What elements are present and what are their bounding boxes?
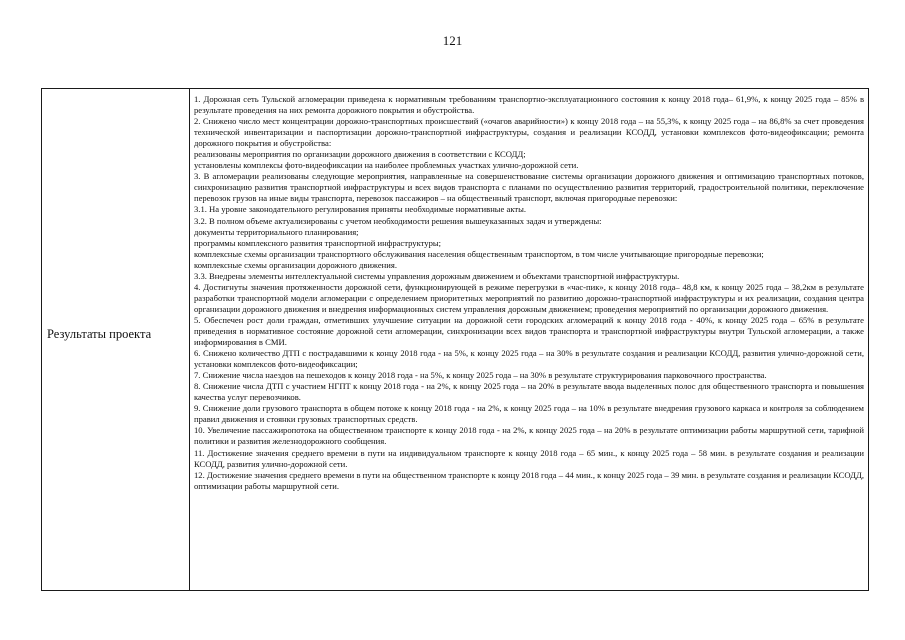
- result-paragraph: 2. Снижено число мест концентрации дорожно-транспортных происшествий («очагов аварийности») к концу 2018 года – на 55,3%, к концу 2025 года – на 86,8% за счет проведения технической инвентаризации и паспортизации дорожно-транспортной инфраструктуры, создания и реализации КСОДД, установки комплексов фото-видеофиксации; ремонта дорожного покрытия и обустройства:: [194, 116, 864, 149]
- result-paragraph: 3.3. Внедрены элементы интеллектуальной системы управления дорожным движением и объектами транспортной инфраструктуры.: [194, 270, 680, 281]
- results-table: [41, 88, 869, 591]
- result-paragraph: 3.2. В полном объеме актуализированы с учетом необходимости решения вышеуказанных задач и утверждены:: [194, 215, 602, 226]
- table-content-cell: [190, 89, 868, 590]
- result-paragraph: комплексные схемы организации транспортного обслуживания населения общественным транспортом, в том числе учитывающие пригородные перевозки;: [194, 248, 764, 259]
- result-paragraph: 5. Обеспечен рост доли граждан, отметивших улучшение ситуации на дорожной сети городских агломераций к концу 2018 года - 40%, к концу 2025 года – 65% в результате приведения в нормативное состояние дорожной сети агломерации, синхронизации всех видов транспорта и транспортной инфраструктуры внутри Тульской агломерации, а также информирования в СМИ.: [194, 314, 864, 348]
- result-paragraph: 7. Снижение числа наездов на пешеходов к концу 2018 года - на 5%, к концу 2025 года – на 30% в результате структурирования парковочного пространства.: [194, 370, 767, 381]
- result-paragraph: 6. Снижено количество ДТП с пострадавшими к концу 2018 года - на 5%, к концу 2025 года – на 30% в результате создания и реализации КСОДД, развития улично-дорожной сети, установки комплексов фото-видеофиксации;: [194, 348, 864, 370]
- result-paragraph: документы территориального планирования;: [194, 226, 359, 237]
- result-paragraph: 1. Дорожная сеть Тульской агломерации приведена к нормативным требованиям транспортно-эксплуатационного состояния к концу 2018 года– 61,9%, к концу 2025 года – 85% в результате проведения на них ремонта дорожного покрытия и обустройства.: [194, 94, 864, 116]
- row-label: Результаты проекта: [47, 327, 152, 341]
- result-paragraph: 3. В агломерации реализованы следующие мероприятия, направленные на совершенствование системы организации дорожного движения и оптимизацию транспортных потоков, синхронизацию развития транспортной инфраструктуры и всех видов транспорта с планами по осуществлению развития территорий, градостроительной политики, переключение перевозок грузов на иные виды транспорта, перевозок пассажиров – на общественный транспорт, включая пригородные перевозки:: [194, 171, 864, 204]
- table-label-cell: [42, 89, 190, 590]
- result-paragraph: 4. Достигнуты значения протяженности дорожной сети, функционирующей в режиме перегрузки в «час-пик», к концу 2018 года– 48,8 км, к концу 2025 года – 38,2км в результате разработки транспортной модели агломерации с определением приоритетных мероприятий по развитию дорожно-транспортной инфраструктуры и их реализации, создания центра организации дорожного движения и внедрения информационных систем управления дорожным движением; проведения мероприятий по организации дорожного движения.: [194, 281, 864, 314]
- result-paragraph: 12. Достижение значения среднего времени в пути на общественном транспорте к концу 2018 года – 44 мин., к концу 2025 года – 39 мин. в результате создания и реализации КСОДД, оптимизации работы маршрутной сети.: [194, 469, 864, 491]
- result-paragraph: установлены комплексы фото-видеофиксации на наиболее проблемных участках улично-дорожной сети.: [194, 160, 579, 171]
- result-paragraph: 10. Увеличение пассажиропотока на общественном транспорте к концу 2018 года - на 2%, к концу 2025 года – на 20% в результате оптимизации работы маршрутной сети, тарифной политики и развития железнодорожного сообщения.: [194, 425, 864, 447]
- result-paragraph: комплексные схемы организации дорожного движения.: [194, 259, 397, 270]
- page-number: 121: [442, 33, 463, 48]
- result-paragraph: 8. Снижение числа ДТП с участием НГПТ к концу 2018 года - на 2%, к концу 2025 года – на 20% в результате ввода выделенных полос для общественного транспорта и повышения качества услуг перевозчиков.: [194, 381, 864, 403]
- result-paragraph: программы комплексного развития транспортной инфраструктуры;: [194, 237, 442, 248]
- result-paragraph: 3.1. На уровне законодательного регулирования приняты необходимые нормативные акты.: [194, 204, 527, 215]
- result-paragraph: 9. Снижение доли грузового транспорта в общем потоке к концу 2018 года - на 2%, к концу 2025 года – на 10% в результате внедрения грузового каркаса и контроля за соблюдением правил движения и стоянки грузовых транспортных средств.: [194, 403, 864, 425]
- result-paragraph: реализованы мероприятия по организации дорожного движения в соответствии с КСОДД;: [194, 149, 526, 160]
- result-paragraph: 11. Достижение значения среднего времени в пути на индивидуальном транспорте к концу 2018 года – 65 мин., к концу 2025 года – 58 мин. в результате создания и реализации КСОДД, развития улично-дорожной сети.: [194, 447, 864, 469]
